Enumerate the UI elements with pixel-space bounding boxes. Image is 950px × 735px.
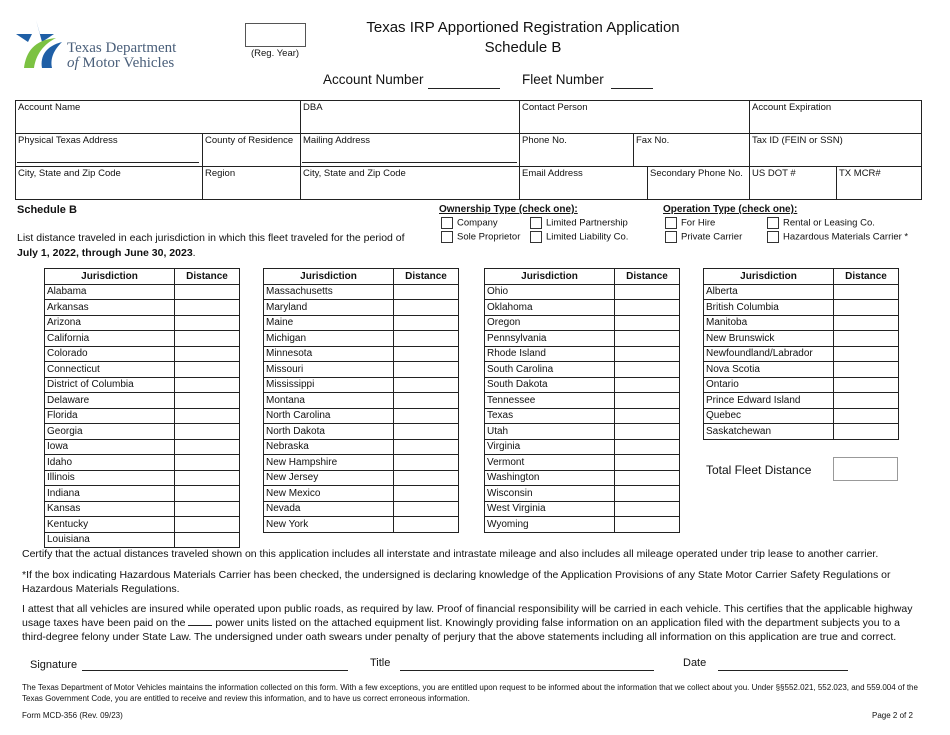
table-row	[485, 470, 680, 486]
table-row	[485, 486, 680, 502]
distance-input[interactable]	[615, 284, 680, 300]
table-row	[264, 517, 459, 533]
table-row	[45, 455, 240, 471]
distance-input[interactable]	[394, 315, 459, 331]
distance-input[interactable]	[615, 346, 680, 362]
table-row	[485, 362, 680, 378]
distance-input[interactable]	[175, 393, 240, 409]
table-row	[45, 517, 240, 533]
distance-input[interactable]	[175, 284, 240, 300]
table-row	[45, 377, 240, 393]
option-label: Rental or Leasing Co.	[783, 217, 875, 229]
checkbox[interactable]	[530, 217, 542, 229]
table-row	[264, 362, 459, 378]
jurisdiction-name: Saskatchewan	[704, 424, 834, 440]
table-row	[264, 455, 459, 471]
ownership-llc[interactable]	[530, 231, 628, 243]
account-number-input[interactable]	[428, 88, 500, 89]
date-label: Date	[683, 657, 707, 669]
jurisdiction-name: Maryland	[264, 300, 394, 316]
jurisdiction-name: Georgia	[45, 424, 175, 440]
jurisdiction-table-4	[703, 268, 899, 440]
distance-input[interactable]	[615, 424, 680, 440]
operation-title: Operation Type (check one):	[663, 204, 798, 215]
jurisdiction-name: Nevada	[264, 501, 394, 517]
table-row	[264, 424, 459, 440]
distance-input[interactable]	[394, 377, 459, 393]
form-number: Form MCD-356 (Rev. 09/23)	[22, 711, 123, 720]
table-row	[485, 455, 680, 471]
distance-input[interactable]	[615, 455, 680, 471]
table-row	[264, 346, 459, 362]
table-row	[264, 315, 459, 331]
distance-input[interactable]	[394, 331, 459, 347]
distance-input[interactable]	[394, 362, 459, 378]
operation-for-hire[interactable]	[665, 217, 715, 229]
period-end: .	[192, 247, 196, 259]
distance-input[interactable]	[615, 393, 680, 409]
jurisdiction-name: Kentucky	[45, 517, 175, 533]
table-row	[45, 300, 240, 316]
distance-input[interactable]	[175, 439, 240, 455]
jurisdiction-name: Virginia	[485, 439, 615, 455]
power-units-input[interactable]	[188, 625, 212, 626]
ownership-limited-partnership[interactable]	[530, 217, 628, 229]
distance-input[interactable]	[615, 501, 680, 517]
jurisdiction-name: New Jersey	[264, 470, 394, 486]
jurisdiction-name: North Dakota	[264, 424, 394, 440]
agency-of: of	[67, 55, 79, 71]
table-row	[264, 470, 459, 486]
jurisdiction-name: Nebraska	[264, 439, 394, 455]
jurisdiction-name: Mississippi	[264, 377, 394, 393]
table-row	[45, 424, 240, 440]
table-row	[485, 408, 680, 424]
dba-field[interactable]: DBA	[300, 100, 520, 134]
jurisdiction-name: Michigan	[264, 331, 394, 347]
fleet-number-input[interactable]	[611, 88, 653, 89]
agency-line1: Texas Department	[67, 40, 177, 56]
fleet-number-label: Fleet Number	[522, 72, 604, 87]
table-row	[485, 300, 680, 316]
account-expiration-field[interactable]: Account Expiration	[749, 100, 922, 134]
distance-input[interactable]	[615, 439, 680, 455]
ownership-title: Ownership Type (check one):	[439, 204, 578, 215]
table-row	[704, 284, 899, 300]
checkbox[interactable]	[530, 231, 542, 243]
title-label: Title	[370, 657, 391, 669]
jurisdiction-name: Maine	[264, 315, 394, 331]
table-row	[704, 393, 899, 409]
distance-input[interactable]	[175, 517, 240, 533]
distance-input[interactable]	[394, 300, 459, 316]
table-row	[704, 362, 899, 378]
distance-input[interactable]	[394, 439, 459, 455]
jurisdiction-name: Nova Scotia	[704, 362, 834, 378]
distance-header: Distance	[394, 269, 459, 285]
distance-input[interactable]	[615, 315, 680, 331]
jurisdiction-table-2	[263, 268, 459, 533]
table-row	[704, 408, 899, 424]
distance-input[interactable]	[394, 501, 459, 517]
jurisdiction-name: Arizona	[45, 315, 175, 331]
operation-private-carrier[interactable]	[665, 231, 742, 243]
jurisdiction-name: Texas	[485, 408, 615, 424]
ownership-company[interactable]	[441, 217, 498, 229]
jurisdiction-name: Delaware	[45, 393, 175, 409]
table-row	[264, 408, 459, 424]
table-row	[264, 284, 459, 300]
ownership-sole-proprietor[interactable]	[441, 231, 520, 243]
table-header-row	[485, 269, 680, 285]
date-input[interactable]	[718, 670, 848, 671]
distance-input[interactable]	[394, 346, 459, 362]
table-row	[485, 393, 680, 409]
operation-rental-leasing[interactable]	[767, 217, 875, 229]
total-fleet-distance-label: Total Fleet Distance	[706, 463, 812, 477]
secondary-phone-field[interactable]: Secondary Phone No.	[647, 166, 750, 200]
distance-input[interactable]	[834, 284, 899, 300]
distance-input[interactable]	[394, 517, 459, 533]
account-name-field[interactable]: Account Name	[15, 100, 301, 134]
hazmat-note: *If the box indicating Hazardous Materials Carrier has been checked, the undersigned is declaring knowledge of the Application Provisions of any State Motor Carrier Safety Regulations or Hazardous Materials Regulations.	[22, 569, 891, 595]
distance-input[interactable]	[175, 408, 240, 424]
table-row	[485, 517, 680, 533]
jurisdiction-table-1	[44, 268, 240, 548]
distance-input[interactable]	[394, 470, 459, 486]
email-field[interactable]: Email Address	[519, 166, 648, 200]
schedule-heading: Schedule B	[17, 204, 77, 216]
table-row	[485, 346, 680, 362]
distance-input[interactable]	[615, 517, 680, 533]
table-row	[485, 501, 680, 517]
distance-input[interactable]	[615, 486, 680, 502]
agency-mv: Motor Vehicles	[82, 55, 175, 71]
option-label: Hazardous Materials Carrier *	[783, 231, 909, 243]
jurisdiction-name: Pennsylvania	[485, 331, 615, 347]
distance-input[interactable]	[834, 393, 899, 409]
checkbox[interactable]	[665, 217, 677, 229]
distance-input[interactable]	[175, 486, 240, 502]
distance-input[interactable]	[834, 377, 899, 393]
table-row	[264, 331, 459, 347]
option-label: Limited Liability Co.	[546, 231, 629, 243]
table-row	[485, 424, 680, 440]
table-header-row	[704, 269, 899, 285]
signature-input[interactable]	[82, 670, 348, 671]
jurisdiction-name: Illinois	[45, 470, 175, 486]
distance-input[interactable]	[834, 408, 899, 424]
jurisdiction-header: Jurisdiction	[704, 269, 834, 285]
distance-header: Distance	[615, 269, 680, 285]
operation-hazmat[interactable]	[767, 231, 908, 243]
usdot-field[interactable]: US DOT #	[749, 166, 837, 200]
attest-text	[22, 602, 917, 644]
table-row	[45, 470, 240, 486]
distance-input[interactable]	[175, 377, 240, 393]
jurisdiction-name: Vermont	[485, 455, 615, 471]
page-number: Page 2 of 2	[872, 711, 913, 720]
jurisdiction-name: Utah	[485, 424, 615, 440]
checkbox[interactable]	[767, 231, 779, 243]
table-row	[264, 393, 459, 409]
jurisdiction-name: Oregon	[485, 315, 615, 331]
jurisdiction-name: New Brunswick	[704, 331, 834, 347]
jurisdiction-name: West Virginia	[485, 501, 615, 517]
jurisdiction-name: Wisconsin	[485, 486, 615, 502]
distance-input[interactable]	[175, 470, 240, 486]
table-row	[704, 424, 899, 440]
jurisdiction-name: Washington	[485, 470, 615, 486]
jurisdiction-table-3	[484, 268, 680, 533]
distance-input[interactable]	[834, 331, 899, 347]
table-row	[264, 377, 459, 393]
county-field[interactable]: County of Residence	[202, 133, 301, 167]
jurisdiction-name: British Columbia	[704, 300, 834, 316]
jurisdiction-name: Kansas	[45, 501, 175, 517]
agency-line2	[67, 56, 176, 71]
jurisdiction-name: New York	[264, 517, 394, 533]
period-text	[17, 247, 196, 259]
reg-year-input[interactable]	[245, 23, 306, 47]
table-row	[45, 408, 240, 424]
distance-input[interactable]	[834, 300, 899, 316]
checkbox[interactable]	[441, 217, 453, 229]
jurisdiction-name: Iowa	[45, 439, 175, 455]
table-row	[45, 501, 240, 517]
table-row	[45, 486, 240, 502]
jurisdiction-header: Jurisdiction	[485, 269, 615, 285]
distance-input[interactable]	[175, 346, 240, 362]
table-row	[264, 486, 459, 502]
table-row	[45, 362, 240, 378]
option-label: Company	[457, 217, 498, 229]
distance-input[interactable]	[615, 408, 680, 424]
attest-part-a: I attest that all vehicles are insured while operated upon public roads, as required by law. Proof of financial responsibility will be carried in each vehicle. This certifies that the applicable highway usage taxes have been paid on the	[22, 603, 913, 629]
distance-input[interactable]	[394, 393, 459, 409]
distance-input[interactable]	[615, 331, 680, 347]
distance-input[interactable]	[175, 315, 240, 331]
table-row	[45, 393, 240, 409]
jurisdiction-name: Connecticut	[45, 362, 175, 378]
physical-address-field[interactable]: Physical Texas Address	[15, 133, 203, 167]
jurisdiction-header: Jurisdiction	[45, 269, 175, 285]
jurisdiction-name: Massachusetts	[264, 284, 394, 300]
distance-input[interactable]	[175, 362, 240, 378]
distance-input[interactable]	[394, 424, 459, 440]
jurisdiction-name: Quebec	[704, 408, 834, 424]
mailing-address-field[interactable]: Mailing Address	[300, 133, 520, 167]
jurisdiction-name: North Carolina	[264, 408, 394, 424]
table-row	[45, 532, 240, 548]
jurisdiction-name: Oklahoma	[485, 300, 615, 316]
privacy-notice: The Texas Department of Motor Vehicles maintains the information collected on this form. With a few exceptions, you are entitled upon request to be informed about the information that we collect about you. Under §§552.021, 552.023, and 559.004 of the Texas Government Code, you are entitled to receive and review this information, and to have us correct erroneous information.	[22, 683, 918, 703]
option-label: Private Carrier	[681, 231, 743, 243]
table-row	[45, 315, 240, 331]
table-row	[45, 331, 240, 347]
jurisdiction-name: Montana	[264, 393, 394, 409]
distance-input[interactable]	[834, 424, 899, 440]
account-number-label: Account Number	[323, 72, 424, 87]
table-row	[704, 331, 899, 347]
physical-city-field[interactable]: City, State and Zip Code	[15, 166, 203, 200]
tax-id-field[interactable]: Tax ID (FEIN or SSN)	[749, 133, 922, 167]
distance-input[interactable]	[175, 501, 240, 517]
table-row	[45, 346, 240, 362]
jurisdiction-name: Idaho	[45, 455, 175, 471]
distance-input[interactable]	[175, 455, 240, 471]
option-label: Limited Partnership	[546, 217, 628, 229]
region-field[interactable]: Region	[202, 166, 301, 200]
distance-input[interactable]	[175, 532, 240, 548]
option-label: Sole Proprietor	[457, 231, 521, 243]
physical-address-line	[17, 162, 199, 163]
table-row	[704, 315, 899, 331]
table-row	[264, 300, 459, 316]
phone-field[interactable]: Phone No.	[519, 133, 634, 167]
txmcr-field[interactable]: TX MCR#	[836, 166, 922, 200]
checkbox[interactable]	[665, 231, 677, 243]
distance-header: Distance	[834, 269, 899, 285]
jurisdiction-name: Louisiana	[45, 532, 175, 548]
total-fleet-distance-input[interactable]	[833, 457, 898, 481]
form-subtitle: Schedule B	[484, 39, 562, 56]
distance-input[interactable]	[394, 284, 459, 300]
contact-person-field[interactable]: Contact Person	[519, 100, 750, 134]
title-input[interactable]	[400, 670, 654, 671]
table-row	[485, 315, 680, 331]
agency-name	[67, 41, 176, 71]
jurisdiction-name: Missouri	[264, 362, 394, 378]
table-row	[704, 346, 899, 362]
checkbox[interactable]	[767, 217, 779, 229]
distance-header: Distance	[175, 269, 240, 285]
table-row	[485, 331, 680, 347]
distance-input[interactable]	[615, 470, 680, 486]
jurisdiction-name: Alabama	[45, 284, 175, 300]
jurisdiction-name: Prince Edward Island	[704, 393, 834, 409]
distance-input[interactable]	[394, 455, 459, 471]
distance-input[interactable]	[175, 300, 240, 316]
jurisdiction-name: Tennessee	[485, 393, 615, 409]
txdmv-logo-icon	[14, 18, 66, 72]
jurisdiction-name: New Hampshire	[264, 455, 394, 471]
period-dates: July 1, 2022, through June 30, 2023	[17, 247, 193, 259]
jurisdiction-name: Ontario	[704, 377, 834, 393]
table-header-row	[45, 269, 240, 285]
table-header-row	[264, 269, 459, 285]
mailing-city-field[interactable]: City, State and Zip Code	[300, 166, 520, 200]
jurisdiction-name: Alberta	[704, 284, 834, 300]
instruction-text: List distance traveled in each jurisdiction in which this fleet traveled for the period of	[17, 232, 405, 244]
signature-label: Signature	[30, 659, 78, 671]
reg-year-label: (Reg. Year)	[251, 48, 300, 59]
distance-input[interactable]	[834, 346, 899, 362]
jurisdiction-name: South Dakota	[485, 377, 615, 393]
table-row	[704, 300, 899, 316]
fax-field[interactable]: Fax No.	[633, 133, 750, 167]
jurisdiction-name: Colorado	[45, 346, 175, 362]
mailing-address-line	[302, 162, 517, 163]
jurisdiction-name: Ohio	[485, 284, 615, 300]
jurisdiction-name: South Carolina	[485, 362, 615, 378]
distance-input[interactable]	[834, 362, 899, 378]
table-row	[45, 284, 240, 300]
table-row	[485, 377, 680, 393]
jurisdiction-name: Manitoba	[704, 315, 834, 331]
jurisdiction-header: Jurisdiction	[264, 269, 394, 285]
jurisdiction-name: Arkansas	[45, 300, 175, 316]
table-row	[485, 284, 680, 300]
distance-input[interactable]	[394, 486, 459, 502]
jurisdiction-name: California	[45, 331, 175, 347]
distance-input[interactable]	[834, 315, 899, 331]
table-row	[704, 377, 899, 393]
distance-input[interactable]	[394, 408, 459, 424]
jurisdiction-name: Indiana	[45, 486, 175, 502]
table-row	[45, 439, 240, 455]
certify-text: Certify that the actual distances traveled shown on this application includes all interstate and intrastate mileage and also includes all mileage operated under trip lease to another carrier.	[22, 548, 879, 560]
jurisdiction-name: Newfoundland/Labrador	[704, 346, 834, 362]
jurisdiction-name: District of Columbia	[45, 377, 175, 393]
jurisdiction-name: New Mexico	[264, 486, 394, 502]
jurisdiction-name: Florida	[45, 408, 175, 424]
distance-input[interactable]	[175, 331, 240, 347]
distance-input[interactable]	[175, 424, 240, 440]
distance-input[interactable]	[615, 377, 680, 393]
jurisdiction-name: Minnesota	[264, 346, 394, 362]
jurisdiction-name: Wyoming	[485, 517, 615, 533]
attest-part-b: power units listed on the attached equipment list. Knowingly providing false information on an application filed with the department subjects you to a third-degree felony under State Law. The undersigned under oath swears under penalty of perjury that the above statements including all information on this application are true and correct.	[22, 617, 900, 643]
distance-input[interactable]	[615, 300, 680, 316]
form-title: Texas IRP Apportioned Registration Application	[366, 19, 680, 36]
table-row	[485, 439, 680, 455]
option-label: For Hire	[681, 217, 716, 229]
table-row	[264, 439, 459, 455]
jurisdiction-name: Rhode Island	[485, 346, 615, 362]
distance-input[interactable]	[615, 362, 680, 378]
checkbox[interactable]	[441, 231, 453, 243]
table-row	[264, 501, 459, 517]
